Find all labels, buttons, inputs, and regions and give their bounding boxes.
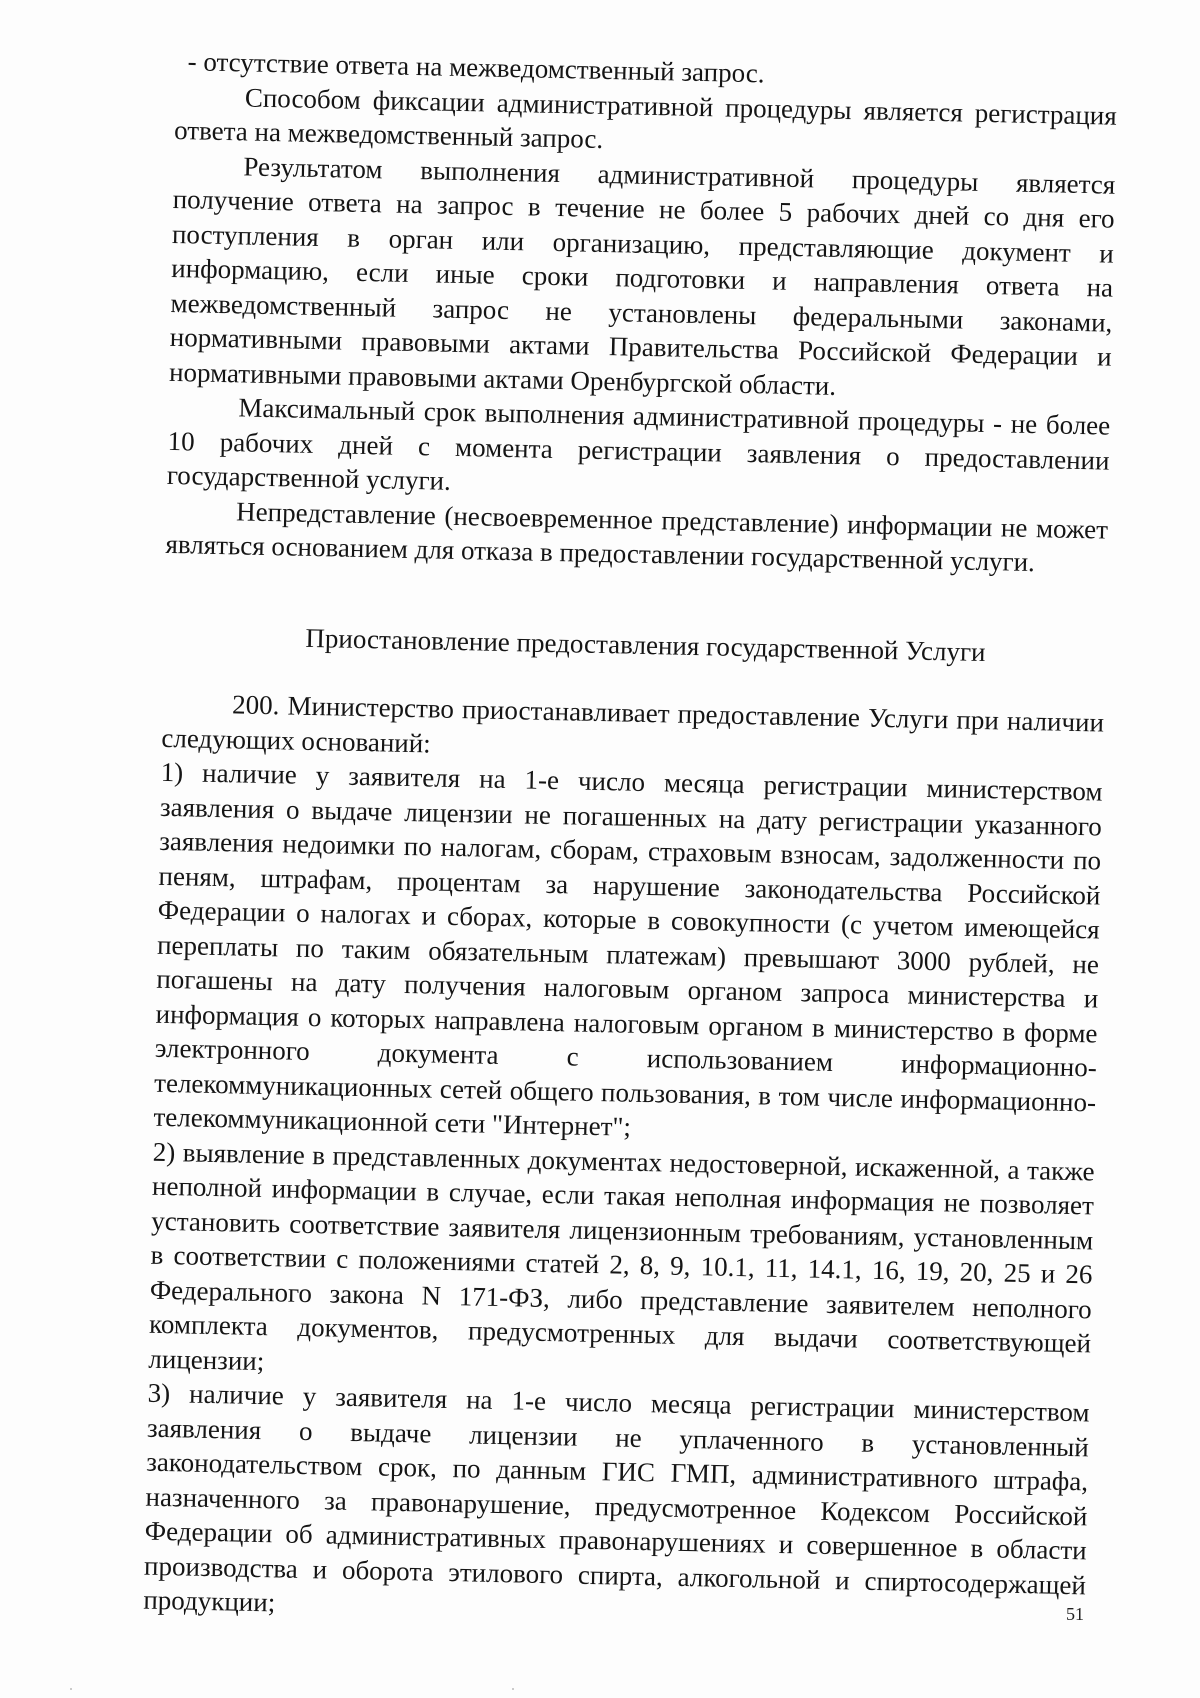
page-number: 51: [1066, 1604, 1084, 1624]
list-item: 1) наличие у заявителя на 1-е число месяца регистрации министерством заявления о выдаче лицензии не погашенных на дату регистрации указанного заявления недоимки по налогам, сборам, страховым взносам, задолженности по пеням, штрафам, процентам за нарушение законодательства Российской Федерации о налогах и сборах, которые в совокупности (с учетом имеющейся переплаты по таким обязательным платежам) превышают 3000 рублей, не погашены на дату получения налоговым органом запроса министерства и информация о которых направлена налоговым органом в министерство в форме электронного документа с использованием информационно-телекоммуникационных сетей общего пользования, в том числе информационно-телекоммуникационной сети "Интернет";: [153, 756, 1103, 1142]
paragraph: Непредставление (несвоевременное представление) информации не может являться основанием для отказа в предоставлении государственной услуги.: [165, 495, 1109, 578]
list-item: 3) наличие у заявителя на 1-е число месяца регистрации министерством заявления о выдаче лицензии не уплаченного в установленный законодательством срок, по данным ГИС ГМП, административного штрафа, назначенного за правонарушение, предусмотренное Кодексом Российской Федерации об административных правонарушениях и совершенное в области производства и оборота этилового спирта, алкогольной и спиртосодержащей продукции;: [143, 1377, 1090, 1618]
paragraph: Результатом выполнения административной процедуры является получение ответа на запрос в течение не более 5 рабочих дней со дня его поступления в орган или организацию, представляющие документ и информацию, если иные сроки подготовки и направления ответа на межведомственный запрос не установлены федеральными законами, нормативными правовыми актами Правительства Российской Федерации и нормативными правовыми актами Оренбургской области.: [168, 150, 1116, 401]
scan-speck: [70, 1688, 72, 1690]
paragraph: Способом фиксации административной процедуры является регистрация ответа на межведомственный запрос.: [173, 81, 1118, 154]
paragraph: Максимальный срок выполнения административной процедуры - не более 10 рабочих дней с момента регистрации заявления о предоставлении государственной услуги.: [166, 392, 1111, 496]
section-heading: Приостановление предоставления государственной Услуги: [305, 622, 986, 667]
scan-speck: [512, 1688, 514, 1690]
clause-intro: 200. Министерство приостанавливает предоставление Услуги при наличии следующих оснований:: [161, 689, 1105, 758]
list-item: 2) выявление в представленных документах недостоверной, искаженной, а также неполной информации в случае, если такая неполная информация не позволяет установить соответствие заявителя лицензионным требованиям, установленным в соответствии с положениями статей 2, 8, 9, 10.1, 11, 14.1, 16, 19, 20, 25 и 26 Федерального закона N 171-ФЗ, либо представление заявителем неполного комплекта документов, предусмотренных для выдачи соответствующей лицензии;: [148, 1136, 1095, 1376]
paragraph: - отсутствие ответа на межведомственный запрос.: [187, 46, 765, 89]
document-body: [143, 44, 1118, 1637]
